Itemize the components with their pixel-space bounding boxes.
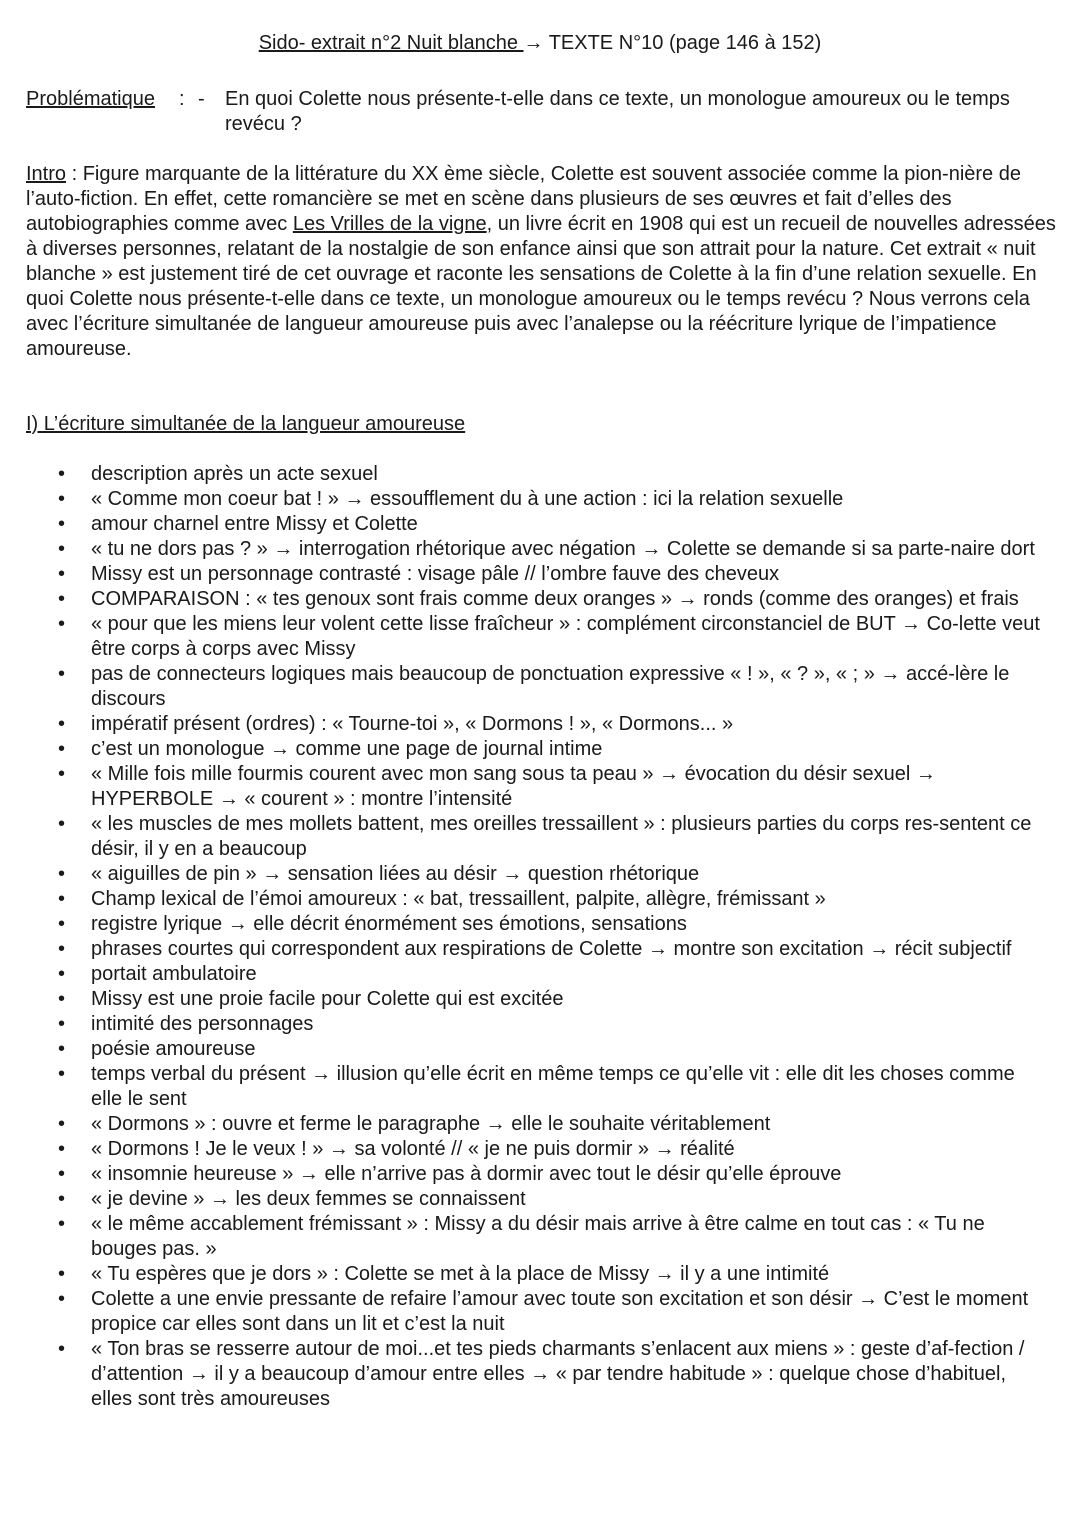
list-item: • intimité des personnages bbox=[0, 1012, 1051, 1037]
list-item: • temps verbal du présent → illusion qu’elle écrit en même temps ce qu’elle vit : elle dit les choses comme elle le sent bbox=[0, 1062, 1051, 1112]
problematique-text: En quoi Colette nous présente-t-elle dans ce texte, un monologue amoureux ou le temps revécu ? bbox=[225, 88, 1010, 135]
list-item: • phrases courtes qui correspondent aux respirations de Colette → montre son excitation → récit subjectif bbox=[0, 937, 1051, 962]
list-item: • « Comme mon coeur bat ! » → essoufflement du à une action : ici la relation sexuelle bbox=[0, 487, 1051, 512]
list-item: • « aiguilles de pin » → sensation liées au désir → question rhétorique bbox=[0, 862, 1051, 887]
list-item: • Missy est une proie facile pour Colette qui est excitée bbox=[0, 987, 1051, 1012]
title-arrow: → bbox=[523, 32, 544, 54]
list-item: • « Ton bras se resserre autour de moi...et tes pieds charmants s’enlacent aux miens » : geste d’af-fection / d’attention → il y a beaucoup d’amour entre elles → « par tendre habitude » : quelque chose d’habituel, elles sont très amoureuses bbox=[0, 1337, 1051, 1412]
list-item: • impératif présent (ordres) : « Tourne-toi », « Dormons ! », « Dormons... » bbox=[0, 712, 1051, 737]
list-item: • « le même accablement frémissant » : Missy a du désir mais arrive à être calme en tout cas : « Tu ne bouges pas. » bbox=[0, 1212, 1051, 1262]
list-item: • poésie amoureuse bbox=[0, 1037, 1051, 1062]
list-item: • Missy est un personnage contrasté : visage pâle // l’ombre fauve des cheveux bbox=[0, 562, 1051, 587]
intro-book-title: Les Vrilles de la vigne bbox=[292, 213, 487, 235]
list-item: • « Tu espères que je dors » : Colette se met à la place de Missy → il y a une intimité bbox=[0, 1262, 1051, 1287]
list-item: • pas de connecteurs logiques mais beaucoup de ponctuation expressive « ! », « ? », « ; » → accé-lère le discours bbox=[0, 662, 1051, 712]
intro-label: Intro bbox=[26, 163, 67, 185]
section-title: I) L’écriture simultanée de la langueur amoureuse bbox=[26, 413, 466, 435]
list-item: • COMPARAISON : « tes genoux sont frais comme deux oranges » → ronds (comme des oranges) et frais bbox=[0, 587, 1051, 612]
document-title bbox=[0, 31, 1080, 56]
list-item: • amour charnel entre Missy et Colette bbox=[0, 512, 1051, 537]
intro-paragraph bbox=[26, 162, 1056, 362]
problematique-colon: : bbox=[179, 88, 185, 110]
bullet-list bbox=[0, 462, 1060, 1412]
list-item: • portait ambulatoire bbox=[0, 962, 1051, 987]
problematique-dash: - bbox=[198, 88, 205, 110]
problematique-label: Problématique bbox=[26, 88, 155, 110]
intro-text-part1: : Figure marquante de la littérature du XX ème siècle, Colette est souvent associée comme la pion-nière de l’auto-fiction. En effet, cette romancière se met en scène dans plusieurs de ses œuvres et fait d’elles des autobiographies comme avec bbox=[26, 163, 1021, 235]
list-item: • c’est un monologue → comme une page de journal intime bbox=[0, 737, 1051, 762]
title-suffix: TEXTE N°10 (page 146 à 152) bbox=[543, 32, 822, 54]
list-item: • registre lyrique → elle décrit énormément ses émotions, sensations bbox=[0, 912, 1051, 937]
list-item: • « Mille fois mille fourmis courent avec mon sang sous ta peau » → évocation du désir sexuel → HYPERBOLE → « courent » : montre l’intensité bbox=[0, 762, 1051, 812]
list-item: • « insomnie heureuse » → elle n’arrive pas à dormir avec tout le désir qu’elle éprouve bbox=[0, 1162, 1051, 1187]
list-item: • Champ lexical de l’émoi amoureux : « bat, tressaillent, palpite, allègre, frémissant » bbox=[0, 887, 1051, 912]
list-item: • « pour que les miens leur volent cette lisse fraîcheur » : complément circonstanciel de BUT → Co-lette veut être corps à corps avec Missy bbox=[0, 612, 1051, 662]
list-item: • « je devine » → les deux femmes se connaissent bbox=[0, 1187, 1051, 1212]
intro-text-part2: , un livre écrit en 1908 qui est un recueil de nouvelles adressées à diverses personnes, relatant de la nostalgie de son enfance ainsi que son attrait pour la nature. Cet extrait « nuit blanche » est justement tiré de cet ouvrage et raconte les sensations de Colette à la fin d’une relation sexuelle. En quoi Colette nous présente-t-elle dans ce texte, un monologue amoureux ou le temps revécu ? Nous verrons cela avec l’écriture simultanée de langueur amoureuse puis avec l’analepse ou la réécriture lyrique de l’impatience amoureuse. bbox=[26, 213, 1056, 360]
list-item: • « les muscles de mes mollets battent, mes oreilles tressaillent » : plusieurs parties du corps res-sentent ce désir, il y en a beaucoup bbox=[0, 812, 1051, 862]
list-item: • Colette a une envie pressante de refaire l’amour avec toute son excitation et son désir → C’est le moment propice car elles sont dans un lit et c’est la nuit bbox=[0, 1287, 1051, 1337]
list-item: • « tu ne dors pas ? » → interrogation rhétorique avec négation → Colette se demande si sa parte-naire dort bbox=[0, 537, 1051, 562]
title-main: Sido- extrait n°2 Nuit blanche bbox=[258, 32, 524, 54]
list-item: • « Dormons » : ouvre et ferme le paragraphe → elle le souhaite véritablement bbox=[0, 1112, 1051, 1137]
list-item: • description après un acte sexuel bbox=[0, 462, 1051, 487]
list-item: • « Dormons ! Je le veux ! » → sa volonté // « je ne puis dormir » → réalité bbox=[0, 1137, 1051, 1162]
